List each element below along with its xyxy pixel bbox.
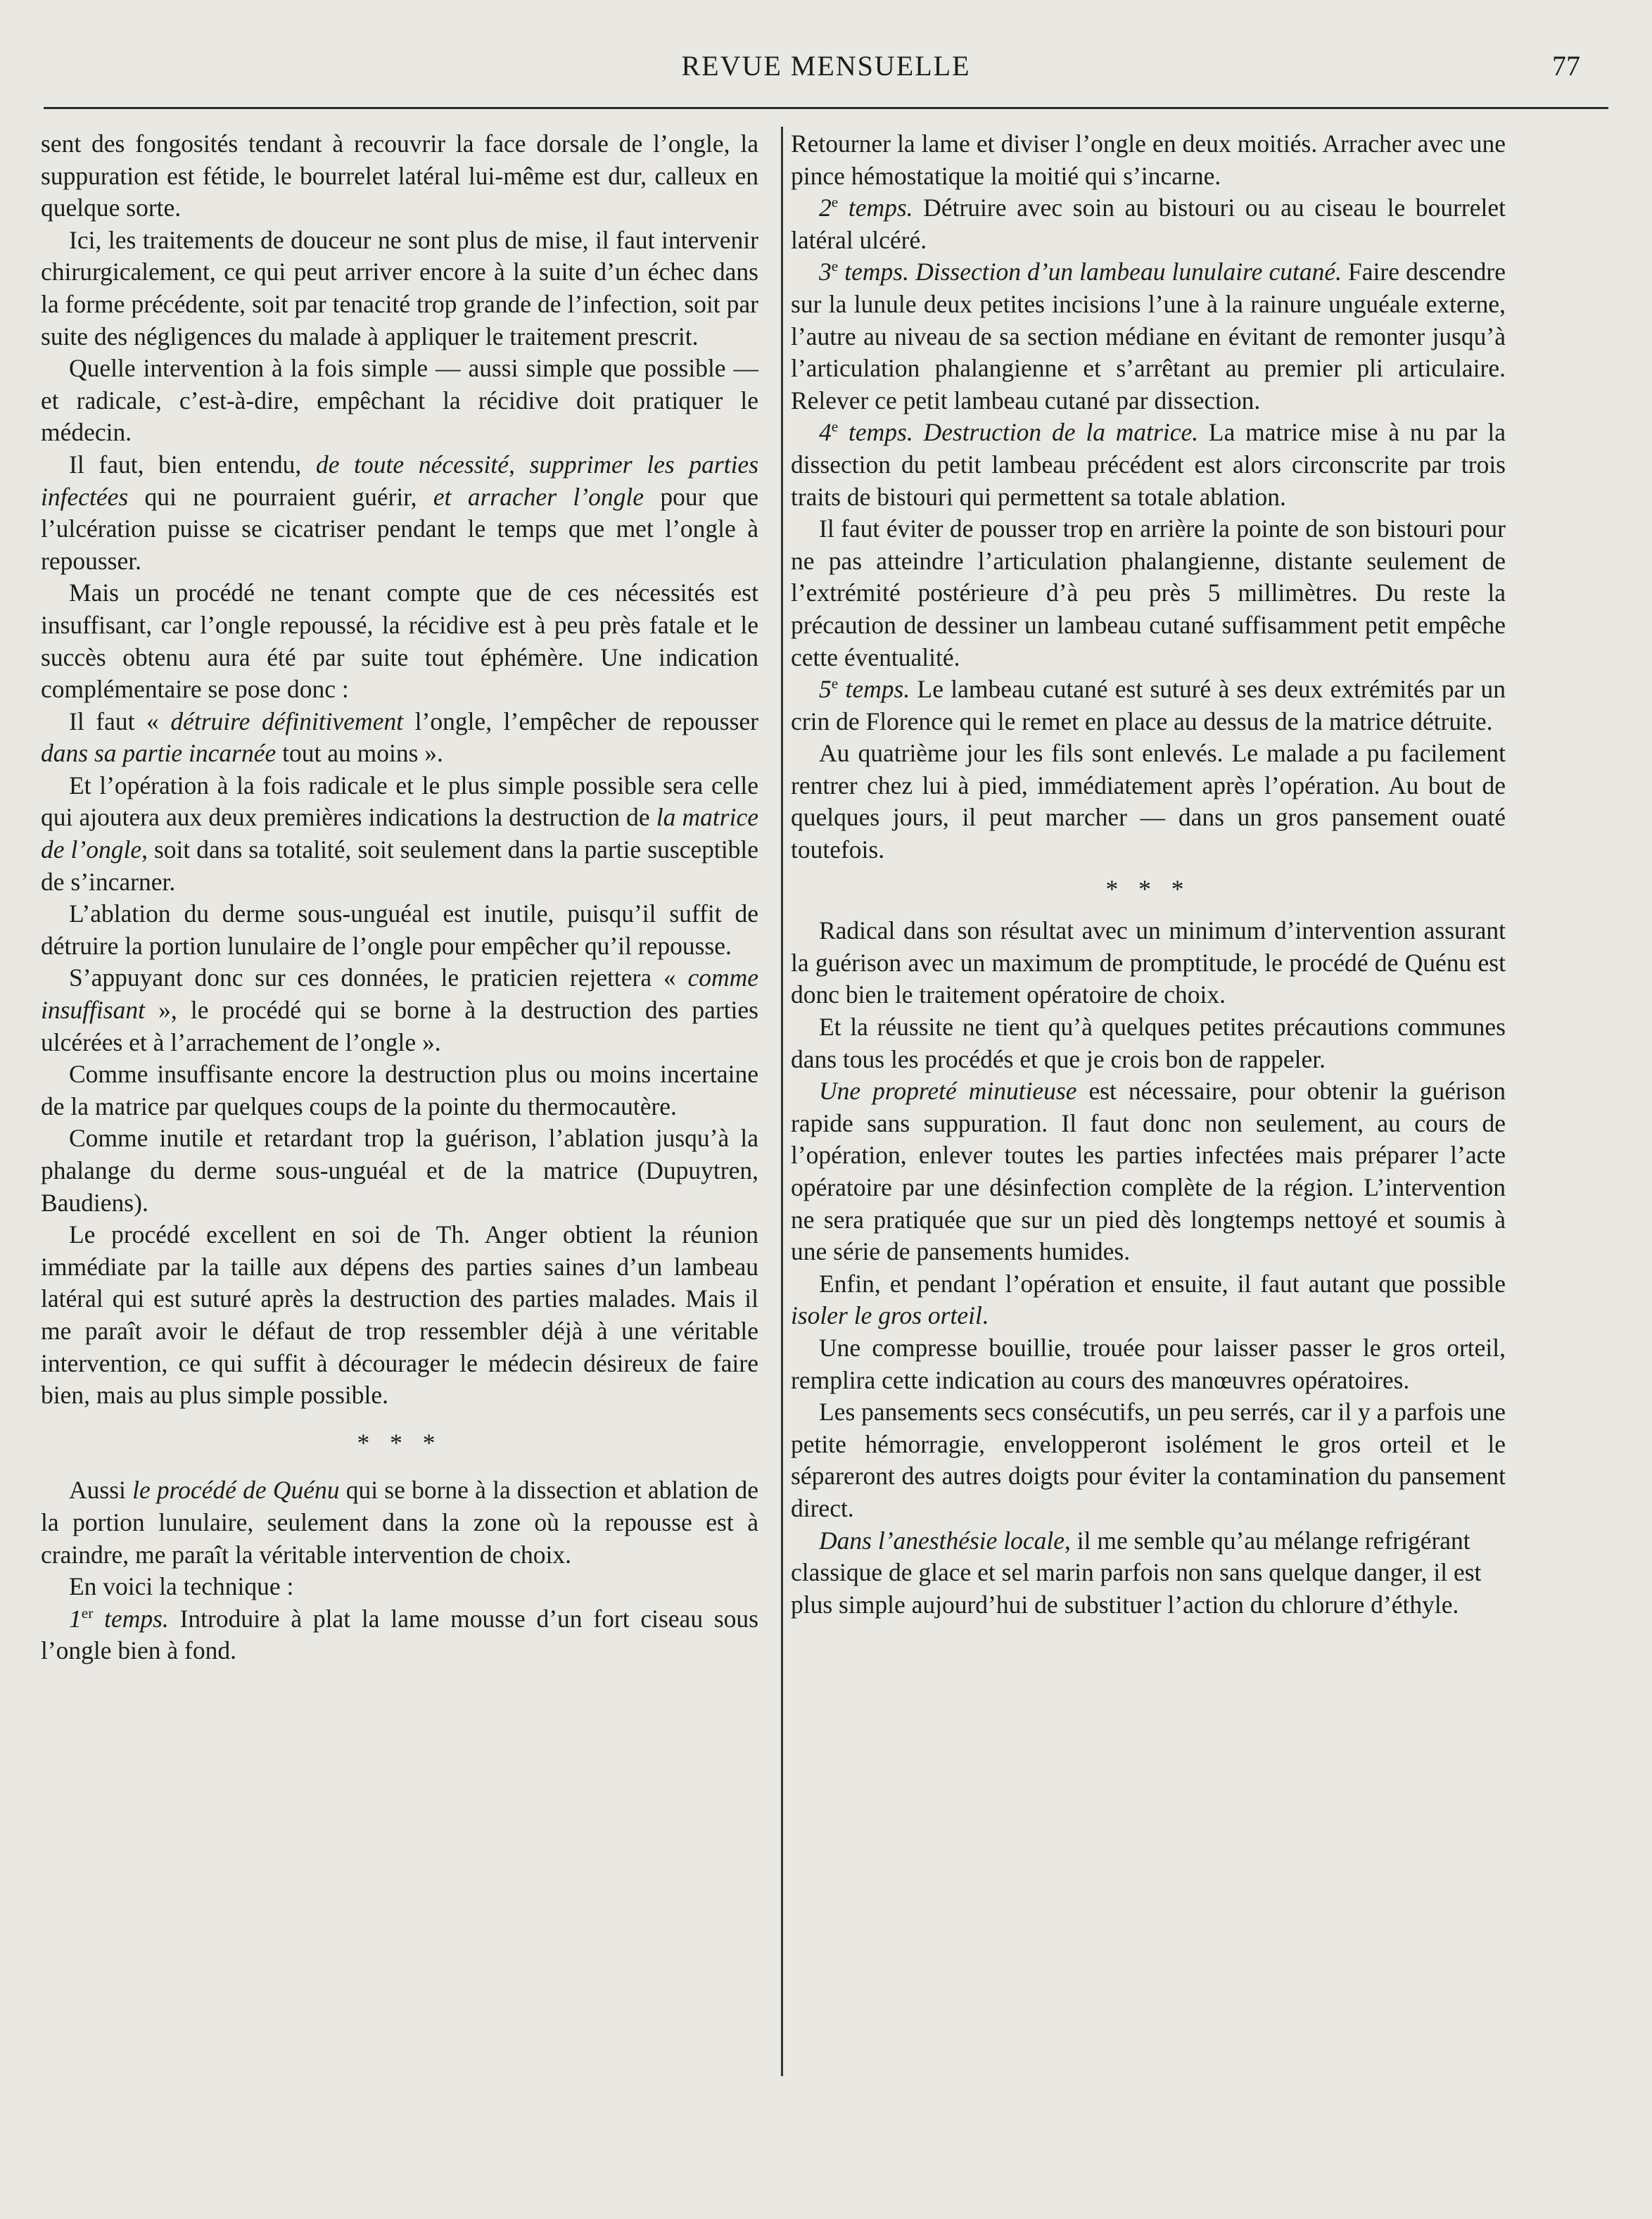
text-run: S’appuyant donc sur ces données, le praticien rejettera « — [69, 963, 688, 992]
italic-text: le procédé de Quénu — [132, 1476, 340, 1505]
paragraph: Quelle intervention à la fois simple — aussi simple que possible — et radicale, c’est-à-dire, empêchant la récidive doit pratiquer le médecin. — [41, 354, 758, 447]
step-number: 1 — [69, 1604, 82, 1633]
paragraph — [791, 1075, 1506, 1268]
italic-text: Dans l’anesthésie locale — [819, 1526, 1065, 1555]
text-run: , soit dans sa totalité, soit seulement dans la partie susceptible de s’incarner. — [41, 835, 758, 896]
ordinal-suffix: e — [831, 418, 839, 436]
text-run: qui ne pourraient guérir, — [128, 482, 433, 511]
paragraph: Il faut éviter de pousser trop en arrière la pointe de son bistouri pour ne pas atteindre l’articulation phalangienne, distante seulement de l’extrémité postérieure d’à peu près 5 millimètres. Du reste la précaution de dessiner un lambeau cutané suffisamment petit empêche cette éventualité. — [791, 514, 1506, 671]
paragraph — [41, 1474, 758, 1571]
running-title: REVUE MENSUELLE — [681, 50, 971, 82]
paragraph: Radical dans son résultat avec un minimum d’intervention assurant la guérison avec un maximum de promptitude, le procédé de Quénu est donc bien le traitement opératoire de choix. — [791, 916, 1506, 1009]
step-number: 2 — [819, 194, 832, 222]
text-run: Détruire avec soin au bistouri ou au ciseau le bourrelet latéral ulcéré. — [791, 194, 1506, 254]
italic-text: la matrice de l’ongle — [41, 803, 758, 864]
text-run: l’ongle, l’empêcher de repousser — [403, 707, 758, 735]
paragraph — [791, 256, 1506, 417]
italic-text: temps. — [838, 675, 910, 704]
paragraph: Une compresse bouillie, trouée pour laisser passer le gros orteil, remplira cette indication au cours des manœuvres opératoires. — [791, 1333, 1506, 1394]
text-run: Il faut « — [69, 707, 171, 735]
paragraph — [41, 449, 758, 577]
paragraph — [791, 192, 1506, 256]
text-run: , il me semble qu’au mélange refrigérant classique de glace et sel marin parfois non sans quelque danger, il est plus simple aujourd’hui de substituer l’action du chlorure d’éthyle. — [791, 1526, 1482, 1619]
ordinal-suffix: er — [81, 1604, 94, 1621]
paragraph — [791, 417, 1506, 513]
ordinal-suffix: e — [831, 194, 839, 211]
paragraph: sent des fongosités tendant à recouvrir la face dorsale de l’ongle, la suppuration est fétide, le bourrelet latéral lui-même est dur, calleux en quelque sorte. — [41, 129, 758, 222]
paragraph — [41, 1603, 758, 1667]
step-number: 4 — [819, 418, 832, 447]
header-rule — [44, 107, 1608, 109]
column-divider — [781, 127, 783, 2076]
left-column — [41, 128, 758, 1667]
paragraph: Le procédé excellent en soi de Th. Anger obtient la réunion immédiate par la taille aux dépens des parties saines d’un lambeau latéral qui est suturé après la destruction des parties malades. Mais il me paraît avoir le défaut de trop ressembler déjà à une véritable intervention, ce qui suffit à décourager le médecin désireux de faire bien, mais au plus simple possible. — [41, 1220, 758, 1410]
step-number: 3 — [819, 258, 832, 286]
paragraph: Comme inutile et retardant trop la guérison, l’ablation jusqu’à la phalange du derme sous-unguéal et de la matrice (Dupuytren, Baudiens). — [41, 1124, 758, 1217]
paragraph: Comme insuffisante encore la destruction plus ou moins incertaine de la matrice par quelques coups de la pointe du thermocautère. — [41, 1060, 758, 1120]
paragraph: Retourner la lame et diviser l’ongle en deux moitiés. Arracher avec une pince hémostatique la moitié qui s’incarne. — [791, 129, 1506, 190]
italic-text: détruire définitivement — [170, 707, 404, 735]
section-separator: * * * — [357, 1428, 443, 1457]
text-run: tout au moins ». — [276, 739, 443, 768]
step-number: 5 — [819, 675, 832, 704]
paragraph: Au quatrième jour les fils sont enlevés. Le malade a pu facilement rentrer chez lui à pied, immédiatement après l’opération. Au bout de quelques jours, il peut marcher — dans un gros pansement ouaté toutefois. — [791, 739, 1506, 864]
text-run: Il faut, bien entendu, — [69, 450, 316, 479]
italic-text: temps. Destruction de la matrice. — [838, 418, 1199, 447]
paragraph: L’ablation du derme sous-unguéal est inutile, puisqu’il suffit de détruire la portion lunulaire de l’ongle pour empêcher qu’il repousse. — [41, 899, 758, 960]
italic-text: et arracher l’ongle — [433, 482, 644, 511]
ordinal-suffix: e — [831, 675, 839, 693]
italic-text: temps. Dissection d’un lambeau lunulaire cutané. — [838, 258, 1342, 286]
text-run: pour que l’ulcération puisse se cicatriser pendant le temps que met l’ongle à repousser. — [41, 482, 758, 575]
text-run: qui se borne à la dissection et ablation de la portion lunulaire, seulement dans la zone où la repousse est à craindre, me paraît la véritable intervention de choix. — [41, 1476, 758, 1569]
italic-text: Une propreté minutieuse — [819, 1077, 1077, 1106]
paragraph: Et la réussite ne tient qu’à quelques petites précautions communes dans tous les procédés et que je crois bon de rappeler. — [791, 1013, 1506, 1073]
paragraph — [41, 770, 758, 898]
text-run: Et l’opération à la fois radicale et le plus simple possible sera celle qui ajoutera aux deux premières indications la destruction de — [41, 771, 758, 832]
paragraph: Les pansements secs consécutifs, un peu serrés, car il y a parfois une petite hémorragie, envelopperont isolément le gros orteil et le sépareront des autres doigts pour éviter la contamination du pansement direct. — [791, 1398, 1506, 1522]
paragraph: Mais un procédé ne tenant compte que de ces nécessités est insuffisant, car l’ongle repoussé, la récidive est à peu près fatale et le succès obtenu aura été par suite tout éphémère. Une indication complémentaire se pose donc : — [41, 579, 758, 704]
paragraph: En voici la technique : — [69, 1572, 294, 1601]
page-header — [44, 44, 1608, 86]
page-number: 77 — [1552, 50, 1580, 82]
paragraph: Ici, les traitements de douceur ne sont plus de mise, il faut intervenir chirurgicalement, ce qui peut arriver encore à la suite d’un échec dans la forme précédente, soit par tenacité trop grande de l’infection, soit par suite des négligences du malade à appliquer le traitement prescrit. — [41, 225, 758, 350]
italic-text: temps. — [93, 1604, 169, 1633]
ordinal-suffix: e — [831, 258, 839, 275]
italic-text: isoler le gros orteil — [791, 1301, 982, 1330]
text-run: . — [981, 1301, 989, 1330]
text-run: Enfin, et pendant l’opération et ensuite, il faut autant que possible — [819, 1269, 1506, 1298]
text-run: est nécessaire, pour obtenir la guérison rapide sans suppuration. Il faut donc non seulement, au cours de l’opération, enlever toutes les parties infectées mais préparer l’acte opératoire par une désinfection complète de la région. L’intervention ne sera pratiquée que sur un pied dès longtemps nettoyé et soumis à une série de pansements humides. — [791, 1077, 1506, 1266]
text-run: Le lambeau cutané est suturé à ses deux extrémités par un crin de Florence qui le remet en place au dessus de la matrice détruite. — [791, 675, 1506, 735]
text-run: La matrice mise à nu par la dissection du petit lambeau précédent est alors circonscrite par trois traits de bistouri qui permettent sa totale ablation. — [791, 418, 1506, 511]
text-run: Aussi — [69, 1476, 133, 1505]
text-run: Faire descendre sur la lunule deux petites incisions l’une à la rainure unguéale externe, l’autre au niveau de sa section médiane en évitant de remonter jusqu’à l’articulation phalangienne et s’arrêtant au premier pli articulaire. Relever ce petit lambeau cutané par dissection. — [791, 258, 1506, 415]
paragraph — [41, 962, 758, 1058]
italic-text: dans sa partie incarnée — [41, 739, 277, 768]
paragraph — [41, 706, 758, 770]
paragraph — [791, 674, 1506, 738]
right-column — [791, 128, 1506, 1621]
section-separator: * * * — [1105, 874, 1191, 903]
italic-text: temps. — [838, 194, 913, 222]
italic-text: comme insuffisant — [41, 963, 758, 1025]
paragraph — [791, 1525, 1506, 1621]
text-run: Introduire à plat la lame mousse d’un fort ciseau sous l’ongle bien à fond. — [41, 1604, 758, 1665]
italic-text: de toute nécessité, supprimer les parties infectées — [41, 450, 759, 511]
paragraph — [791, 1268, 1506, 1332]
text-run: », le procédé qui se borne à la destruction des parties ulcérées et à l’arrachement de l’ongle ». — [41, 996, 758, 1056]
